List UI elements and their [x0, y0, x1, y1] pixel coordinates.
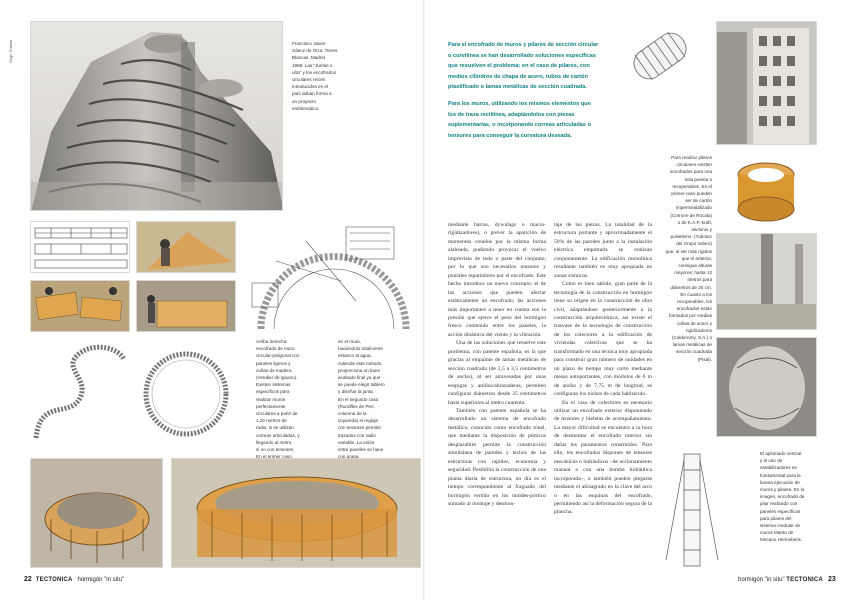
column-formwork-drawing [660, 450, 724, 570]
body-paragraph: En el caso de colectores es necesario utilizar un encofrado exterior disponiendo de tensores y bieletas de acompañamiento. La mayor dificultad se encuentra a la hora de desmontar el encofrado interior sin dañar los paramentos construidos. Para ello, los encofrados disponen de tensores mecánicos o hidráulicos –de accionamiento manual o con una bomba hidráulica incorporada–, o también pueden plegarse mediante el abisagrado en la clave del arco o en las esquinas del encofrado, permitiendo así la deformación segura de la plancha. [554, 399, 652, 516]
intro-paragraph: Para el encofrado de muros y pilares de sección circular o curvilínea se han desarrollado soluciones específicas que resuelven el problema: en el caso de pilares, con medios cilindros de chapa de acero, tubos de cartón plastificado o lamas metálicas de sección cuadrada. [448, 42, 599, 91]
spiral-wall-drawing [30, 338, 130, 450]
left-footer-brand: TECTONICA [35, 577, 73, 583]
tower-photo [30, 21, 283, 211]
right-page-number: 23 [828, 576, 836, 583]
circular-formwork-photo-1 [30, 458, 163, 568]
formwork-drawing-top [30, 221, 130, 273]
body-column-2 [554, 221, 652, 517]
body-column-1 [448, 221, 546, 508]
tower-caption: Francisco Javier Sáenz de Oiza. Torres Blancas. Madrid 1968. Las "Juntas o uña" y los encofrados circulares recién introducidos en el país daban forma a un proyecto emblemático. [292, 41, 338, 111]
pillar-caption: Para realizar pilares circulares existen encofrados para una sola puesta o recuperables. En el primer caso pueden ser de cartón impermeabilizado (Corrone de Rocala) o de K.A.P.-kraft, aluminio y polietileno- (Tubotec del Grupo Valero) que, al ser más rígidos que el anterior, consigue alturas mayores; hasta 12 metros para diámetros de 20 cm. En cuanto a los recuperables, los encofrados están formados por medias cañas de acero y rigidizadores (Calderomy, S.A.) o lamas metálicas de sección cuadrada (Pisal). [665, 155, 712, 362]
right-footer-section: hormigón "in situ" [738, 577, 785, 583]
column-lamella-drawing [612, 21, 708, 91]
left-caption-col2: en el muro, haciéndolo totalmente estanco al agua. Además este método proporciona un buen acabado final ya que se puede elegir tablero y diseñar la junta. En el segundo caso (Rundflex de Peri, columna de la izquierda) el reglaje con tensores permite trazados con radio variable. La unión entre paneles se hace con grapa [338, 339, 385, 460]
cylinder-mould-drawing [716, 153, 817, 229]
plumb-caption: El aplomado vertical y el uso de estabilizadores es fundamental para la buena ejecución de muros y pilares. En la imagen, encofrado de pilar realizado con paneles específicos para pilares del sistema modular de muros Manto de Mecano Hünnebeck. [760, 451, 805, 543]
ring-diagram [136, 338, 236, 450]
left-page-number: 22 [24, 576, 32, 583]
left-footer-section: hormigón "in situ" [77, 577, 125, 583]
body-paragraph: taje de las piezas. La totalidad de la estructura portante y aproximadamente el 50% de las paredes junto a la instalación eléctrica empotrada se realizan conjuntamente. La edificación monolítica resultante también es muy apropiada en zonas sísmicas. [554, 222, 652, 279]
photo-credit: Hugo Teixido [8, 40, 13, 64]
right-footer-brand: TECTONICA [786, 577, 823, 583]
intro-text [448, 40, 600, 147]
body-paragraph: Como es bien sabido, gran parte de la tecnología de la construcción en hormigón tiene su origen en la construcción de obra civil, adaptándose posteriormente a la construcción arquitectónica; así existe el trasvase de la tecnología de construcción de los colectores a la edificación de viviendas colectivas que se ha transformado en una técnica muy apropiada para construir gran número de unidades en un plazo de tiempo muy corto mediante mesas autoportantes, con módulos de 6 m de ancho y de 7,75 m de longitud, se configuran los nichos de cada habitáculo. [554, 281, 653, 398]
circular-wall-drawing [246, 221, 421, 333]
right-footer [738, 576, 840, 583]
panel-assembly-photo [136, 280, 236, 332]
body-paragraph: mediante barras, dywidags o macro-rigidizadores), o prever la aparición de momentos creados por la misma forma alabeada, pudiendo provocar el vuelco imprevisto de todo o parte del conjunto, por lo que son necesarios tensores y puntales repartidores por el encofrado. Este hecho introduce un nuevo concepto: el de las acciones que pueden afectar estáticamente un encofrado; las acciones más importantes a tener en cuenta son la presión que ejerce el peso del hormigón fresco contenido entre los paneles, la acción dinámica del viento y la vibración. [448, 222, 546, 338]
body-paragraph: También con patente española se ha desarrollado un sistema de encofrado metálico, conocido como encofrado túnel, que mediante la disposición de pórticos desplazables permite la construcción simultánea de paredes y techos de las estructuras con rapidez, economía y seguridad. Posibilita la construcción de una planta diaria de estructura, un día es el tiempo correspondiente al fraguado del hormigón vertido en los moldes-pórtico sumado al montaje y desmon- [448, 407, 546, 507]
round-column-photo [716, 337, 817, 437]
left-footer [24, 576, 124, 583]
body-paragraph: Una de las soluciones que resuelve este problema, con patente española, es la que gracias al empalme de lamas metálicas de sección cuadrada (de 2,5 a 3,5 centímetros de ancho), al ser atravesadas por unas eespigas y anillos/abrazaderas, permiten configurar diámetros desde 25 centímetros hasta superiores al metro cuarenta. [448, 340, 546, 406]
wood-panels-photo [30, 280, 130, 332]
building-photo [716, 21, 817, 145]
left-caption-col1: Arriba derecha: encofrado de muro circular-poligonal con paneles ligeros y cuñas de madera (Vendier de Iguazu). Existen sistemas específicos para realizar muros perfectamente circulares a partir de 1,20 metros de radio, si se utilizan correas articuladas, y llegando al metro, si no con tensores. En el primer caso [256, 339, 300, 460]
intro-paragraph: Para los muros, utilizando los mismos elementos que los de traza rectilínea, adaptándolos con piezas suplementarias, o incorporando correas articuladas o tensores para conseguir la curvatura deseada. [448, 100, 591, 139]
circular-formwork-photo-2 [171, 458, 421, 568]
page-gutter [423, 0, 425, 600]
column-construction-photo [716, 233, 817, 330]
worker-formwork-photo [136, 221, 236, 273]
